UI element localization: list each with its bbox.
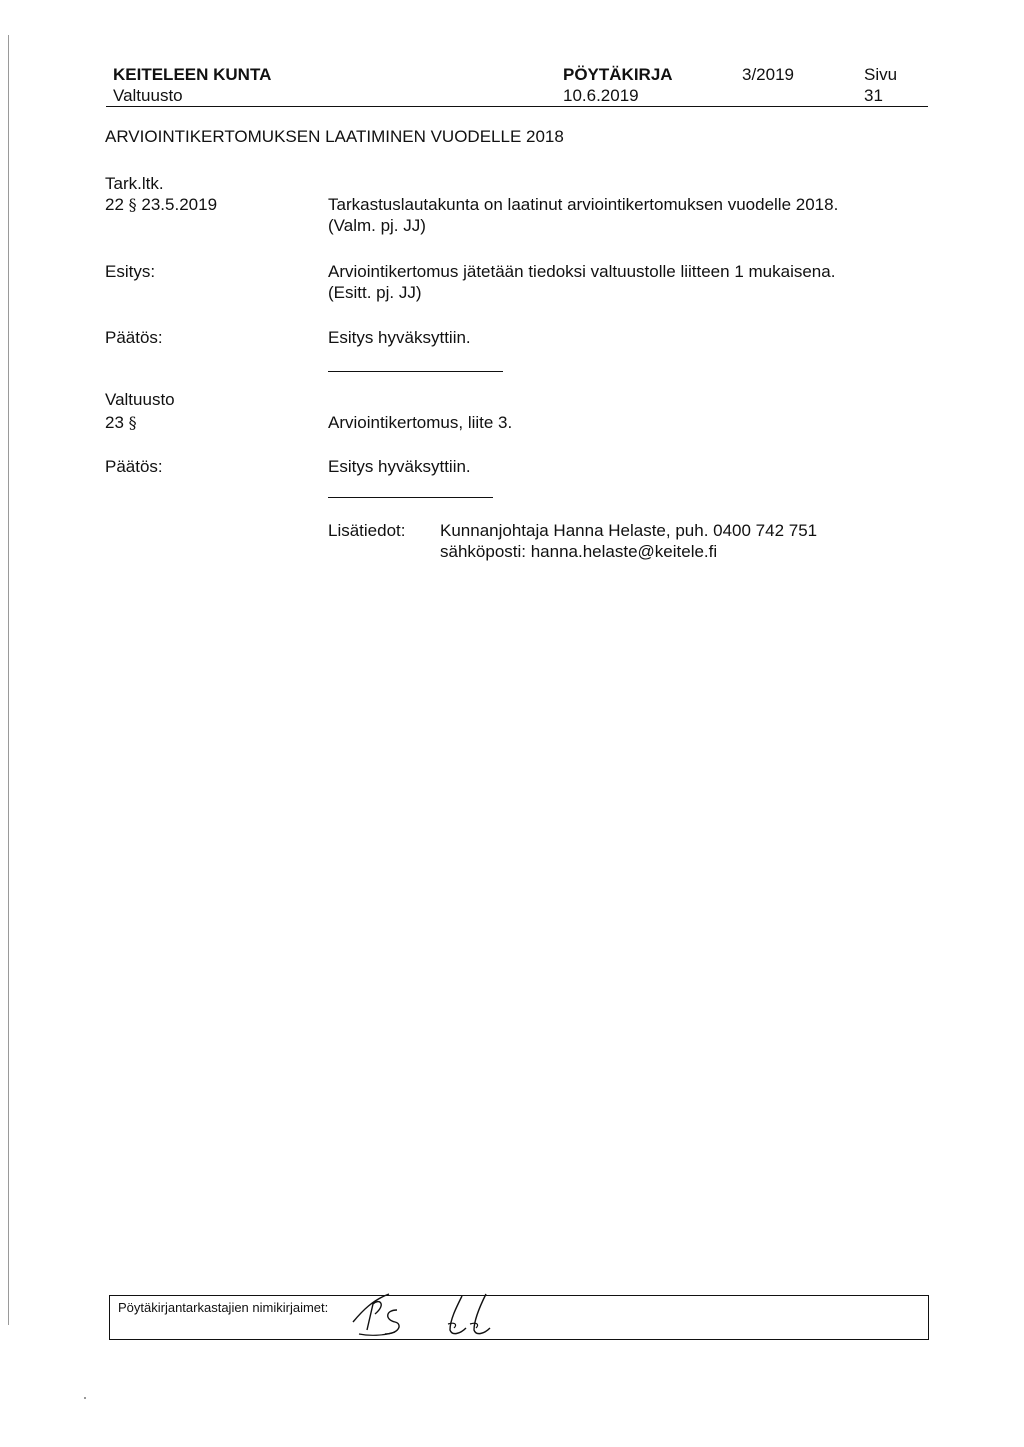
board-intro-line1: Tarkastuslautakunta on laatinut arviointikertomuksen vuodelle 2018. (328, 195, 839, 214)
council-section-rule (328, 497, 493, 498)
header-date: 10.6.2019 (563, 86, 639, 105)
board-section-date: 23.5.2019 (141, 195, 218, 214)
header-rule (106, 106, 928, 107)
board-intro-line2: (Valm. pj. JJ) (328, 216, 426, 235)
proposal-line2: (Esitt. pj. JJ) (328, 283, 422, 302)
header-page-label: Sivu (864, 65, 898, 84)
council-text: Arviointikertomus, liite 3. (328, 413, 513, 432)
section-sign: § (128, 413, 137, 432)
contact-line1: Kunnanjohtaja Hanna Helaste, puh. 0400 742 751 (440, 521, 818, 540)
board-decision-text: Esitys hyväksyttiin. (328, 328, 471, 347)
board-decision-label: Päätös: (105, 328, 163, 347)
council-organ: Valtuusto (105, 390, 175, 409)
contact-line2: sähköposti: hanna.helaste@keitele.fi (440, 542, 718, 561)
council-decision-text: Esitys hyväksyttiin. (328, 457, 471, 476)
proposal-label: Esitys: (105, 262, 156, 281)
board-section-number: 22 (105, 195, 124, 214)
header-body: Valtuusto (113, 86, 183, 105)
initials-signature-1 (345, 1290, 415, 1340)
scan-edge (8, 35, 9, 1325)
council-section-ref (105, 413, 137, 433)
board-section-rule (328, 371, 503, 372)
scan-speck (84, 1397, 86, 1399)
header-municipality: KEITELEEN KUNTA (113, 65, 272, 84)
proposal-line1: Arviointikertomus jätetään tiedoksi valtuustolle liitteen 1 mukaisena. (328, 262, 836, 281)
council-decision-label: Päätös: (105, 457, 163, 476)
footer-label: Pöytäkirjantarkastajien nimikirjaimet: (118, 1300, 329, 1315)
page-title: ARVIOINTIKERTOMUKSEN LAATIMINEN VUODELLE 2018 (105, 127, 564, 146)
footer-initials-box (109, 1295, 929, 1340)
board-section-ref (105, 195, 217, 215)
contact-label: Lisätiedot: (328, 521, 406, 540)
header-page-number: 31 (864, 86, 883, 105)
board-organ: Tark.ltk. (105, 174, 164, 193)
header-doc-number: 3/2019 (742, 65, 794, 84)
section-sign: § (128, 195, 137, 214)
header-doc-type: PÖYTÄKIRJA (563, 65, 673, 84)
initials-signature-2 (440, 1290, 510, 1340)
council-section-number: 23 (105, 413, 124, 432)
